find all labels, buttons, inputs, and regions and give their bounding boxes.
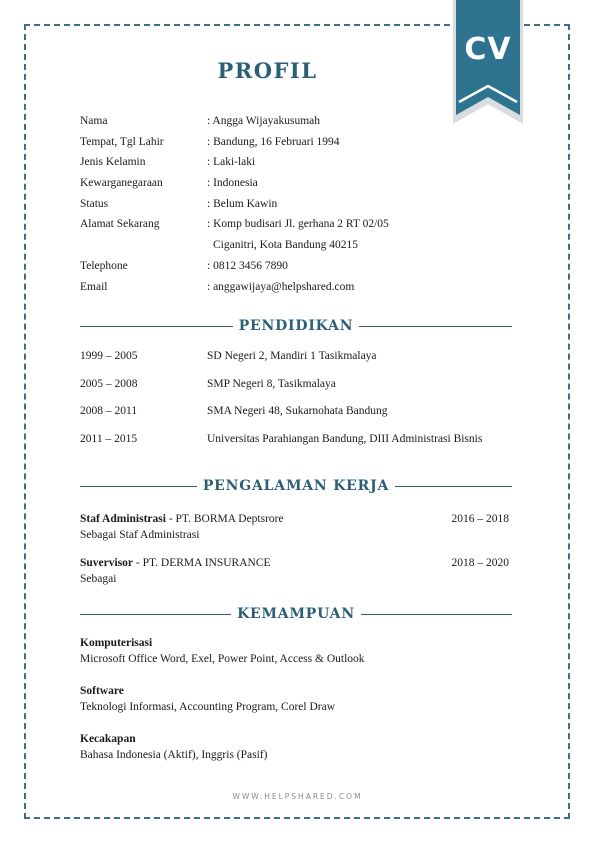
footer-website: WWW.HELPSHARED.COM bbox=[232, 792, 363, 801]
skill-desc: Microsoft Office Word, Exel, Power Point, Access & Outlook bbox=[80, 653, 365, 665]
experience-years: 2018 – 2020 bbox=[451, 557, 509, 569]
profile-label: Alamat Sekarang bbox=[80, 218, 160, 230]
education-school: SMA Negeri 48, Sukarnohata Bandung bbox=[207, 405, 388, 417]
education-years: 2011 – 2015 bbox=[80, 433, 138, 445]
profile-label: Tempat, Tgl Lahir bbox=[80, 136, 164, 148]
skills-heading bbox=[80, 606, 512, 622]
heading-rule bbox=[80, 614, 231, 615]
page-title: PROFIL bbox=[217, 58, 318, 83]
education-years: 2005 – 2008 bbox=[80, 378, 138, 390]
experience-heading bbox=[80, 478, 512, 494]
profile-value: : Belum Kawin bbox=[207, 198, 278, 210]
education-school: Universitas Parahiangan Bandung, DIII Administrasi Bisnis bbox=[207, 433, 483, 445]
profile-label: Telephone bbox=[80, 260, 128, 272]
education-heading-text: PENDIDIKAN bbox=[238, 318, 354, 334]
experience-company: - PT. DERMA INSURANCE bbox=[133, 557, 271, 569]
heading-rule bbox=[395, 486, 512, 487]
profile-value: : Angga Wijayakusumah bbox=[207, 115, 321, 127]
profile-value: : Indonesia bbox=[207, 177, 258, 189]
experience-desc: Sebagai Staf Administrasi bbox=[80, 529, 200, 541]
profile-label: Status bbox=[80, 198, 109, 210]
profile-value-line2: Ciganitri, Kota Bandung 40215 bbox=[213, 239, 359, 251]
education-heading bbox=[80, 318, 512, 334]
experience-position: Staf Administrasi bbox=[80, 513, 166, 525]
profile-label: Nama bbox=[80, 115, 108, 127]
experience-position: Suvervisor bbox=[80, 557, 134, 569]
skill-desc: Teknologi Informasi, Accounting Program, Corel Draw bbox=[80, 701, 336, 713]
education-years: 1999 – 2005 bbox=[80, 350, 138, 362]
skill-title: Komputerisasi bbox=[80, 637, 153, 649]
education-years: 2008 – 2011 bbox=[80, 405, 138, 417]
profile-value: : anggawijaya@helpshared.com bbox=[207, 281, 355, 293]
skill-desc: Bahasa Indonesia (Aktif), Inggris (Pasif) bbox=[80, 749, 268, 761]
experience-company: - PT. BORMA Deptsrore bbox=[165, 513, 284, 525]
experience-years: 2016 – 2018 bbox=[451, 513, 509, 525]
skill-title: Software bbox=[80, 685, 124, 697]
profile-value: : 0812 3456 7890 bbox=[207, 260, 288, 272]
experience-title bbox=[80, 512, 284, 526]
profile-value: : Bandung, 16 Februari 1994 bbox=[207, 136, 340, 148]
skill-title: Kecakapan bbox=[80, 733, 136, 745]
education-school: SD Negeri 2, Mandiri 1 Tasikmalaya bbox=[207, 350, 377, 362]
profile-value: : Komp budisari Jl. gerhana 2 RT 02/05 bbox=[207, 218, 389, 230]
heading-rule bbox=[80, 326, 233, 327]
profile-label: Jenis Kelamin bbox=[80, 156, 146, 168]
education-school: SMP Negeri 8, Tasikmalaya bbox=[207, 378, 336, 390]
profile-label: Kewarganegaraan bbox=[80, 177, 163, 189]
experience-title bbox=[80, 556, 271, 570]
heading-rule bbox=[80, 486, 197, 487]
heading-rule bbox=[361, 614, 512, 615]
cv-badge-text: CV bbox=[464, 32, 512, 67]
skills-heading-text: KEMAMPUAN bbox=[237, 606, 355, 622]
heading-rule bbox=[359, 326, 512, 327]
profile-label: Email bbox=[80, 281, 108, 293]
profile-value: : Laki-laki bbox=[207, 156, 256, 168]
experience-heading-text: PENGALAMAN KERJA bbox=[202, 478, 390, 494]
experience-desc: Sebagai bbox=[80, 573, 117, 585]
